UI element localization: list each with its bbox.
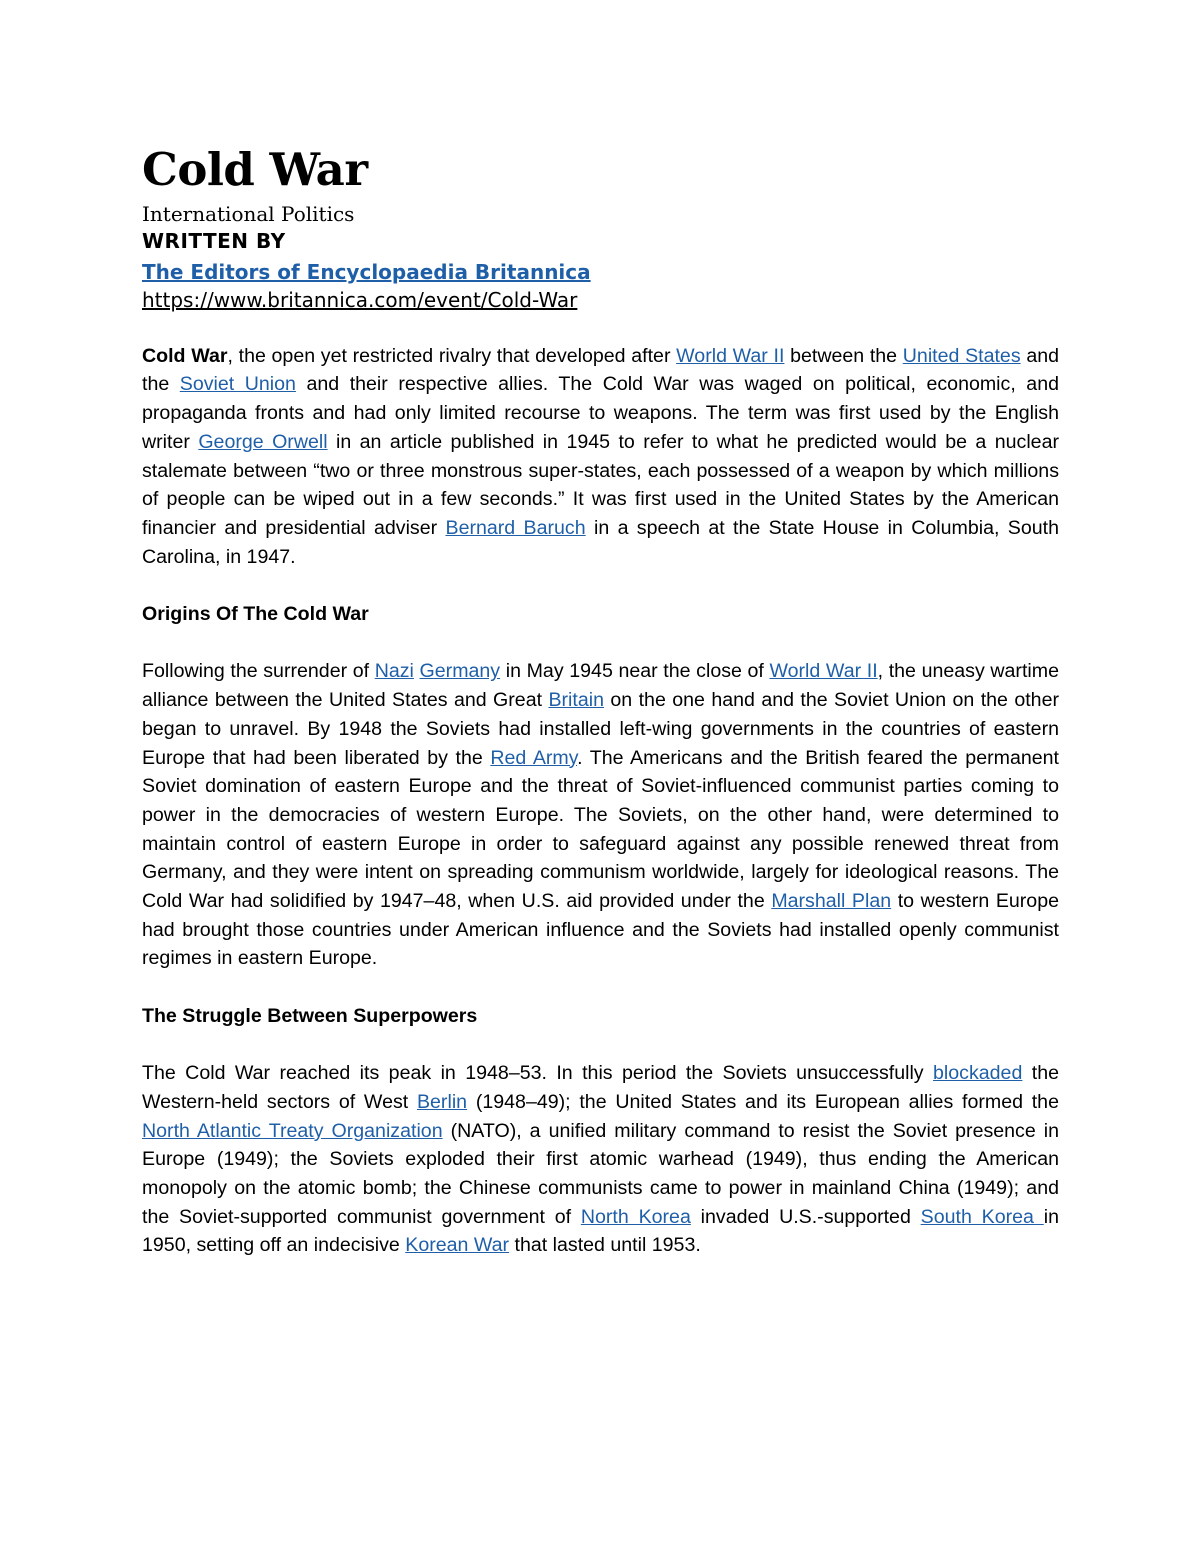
struggle-text: (NATO), a unified military command to resist the Soviet presence in Europe (1949); the Soviets exploded their first atomic warhead (1949), thus ending the American monopoly on the atomic bomb; the Chinese communists came to power in mainland China (1949); and the Soviet-supported communist government of xyxy=(142,1119,1059,1228)
link-world-war-ii-2[interactable]: World War II xyxy=(769,660,878,683)
origins-text: on the one hand and the Soviet Union on the other began to unravel. By 1948 the Soviets had installed left-wing governments in the countries of eastern Europe that had been liberated by the xyxy=(142,689,1059,769)
link-nato[interactable]: North Atlantic Treaty Organization xyxy=(142,1119,443,1142)
link-world-war-ii[interactable]: World War II xyxy=(676,344,785,367)
origins-text: , the uneasy wartime alliance between the United States and Great xyxy=(142,660,1059,712)
struggle-text: the Western-held sectors of West xyxy=(142,1062,1060,1113)
link-bernard-baruch[interactable]: Bernard Baruch xyxy=(445,516,586,539)
intro-paragraph xyxy=(142,342,1059,572)
link-south-korea[interactable]: South Korea xyxy=(920,1205,1044,1228)
spacer xyxy=(142,313,1059,342)
spacer xyxy=(142,973,1059,1002)
intro-text: between the xyxy=(784,344,903,367)
struggle-text: (1948–49); the United States and its European allies formed the xyxy=(467,1090,1059,1113)
document-page xyxy=(142,140,1059,1260)
struggle-text: The Cold War reached its peak in 1948–53. In this period the Soviets unsuccessfully xyxy=(142,1062,934,1085)
link-soviet-union[interactable]: Soviet Union xyxy=(179,373,296,396)
struggle-text: that lasted until 1953. xyxy=(509,1234,701,1257)
struggle-paragraph xyxy=(142,1059,1059,1260)
link-united-states[interactable]: United States xyxy=(902,344,1021,367)
section-heading-struggle: The Struggle Between Superpowers xyxy=(142,1004,478,1027)
spacer xyxy=(142,1031,1059,1060)
link-britain[interactable]: Britain xyxy=(548,689,604,712)
written-by-label: WRITTEN BY xyxy=(142,229,286,253)
intro-text: and their respective allies. The Cold War was waged on political, economic, and propaganda fronts and had only limited recourse to weapons. The term was first used by the English writer xyxy=(142,373,1059,453)
link-marshall-plan[interactable]: Marshall Plan xyxy=(771,890,892,913)
link-north-korea[interactable]: North Korea xyxy=(580,1205,691,1228)
intro-text: in an article published in 1945 to refer to what he predicted would be a nuclear stalemate between “two or three monstrous super-states, each possessed of a weapon by which millions of people can be wiped out in a few seconds.” It was first used in the United States by the American financier and presidential adviser xyxy=(142,430,1059,539)
intro-lead-term: Cold War xyxy=(142,344,228,367)
link-germany[interactable]: Germany xyxy=(419,660,501,683)
origins-text: . The Americans and the British feared the permanent Soviet domination of eastern Europe and the threat of Soviet-influenced communist parties coming to power in the democracies of western Europe. The Soviets, on the other hand, were determined to maintain control of eastern Europe in order to safeguard against any possible renewed threat from Germany, and they were intent on spreading communism worldwide, largely for ideological reasons. The Cold War had solidified by 1947–48, when U.S. aid provided under the xyxy=(142,746,1059,913)
spacer xyxy=(142,629,1059,658)
intro-text: , the open yet restricted rivalry that developed after xyxy=(227,344,677,367)
link-red-army[interactable]: Red Army xyxy=(490,746,578,769)
link-nazi[interactable]: Nazi xyxy=(374,660,414,683)
link-george-orwell[interactable]: George Orwell xyxy=(198,430,328,453)
link-berlin[interactable]: Berlin xyxy=(416,1090,468,1113)
origins-text: to western Europe had brought those countries under American influence and the Soviets had installed openly communist regimes in eastern Europe. xyxy=(142,890,1060,970)
section-heading-origins: Origins Of The Cold War xyxy=(142,603,369,625)
intro-text: and the xyxy=(142,344,1060,396)
link-korean-war[interactable]: Korean War xyxy=(405,1234,510,1257)
link-blockaded[interactable]: blockaded xyxy=(933,1062,1023,1085)
intro-text: in a speech at the State House in Columbia, South Carolina, in 1947. xyxy=(142,516,1060,568)
spacer xyxy=(142,571,1059,600)
struggle-text: in 1950, setting off an indecisive xyxy=(142,1205,1059,1257)
struggle-text: invaded U.S.-supported xyxy=(690,1205,921,1228)
document-subtitle: International Politics xyxy=(142,202,355,226)
document-title: Cold War xyxy=(142,143,368,196)
author-link[interactable]: The Editors of Encyclopaedia Britannica xyxy=(142,260,591,284)
origins-paragraph xyxy=(142,657,1059,973)
origins-text: Following the surrender of xyxy=(142,660,375,683)
source-url-link[interactable]: https://www.britannica.com/event/Cold-War xyxy=(142,288,578,312)
origins-text: in May 1945 near the close of xyxy=(500,660,770,683)
